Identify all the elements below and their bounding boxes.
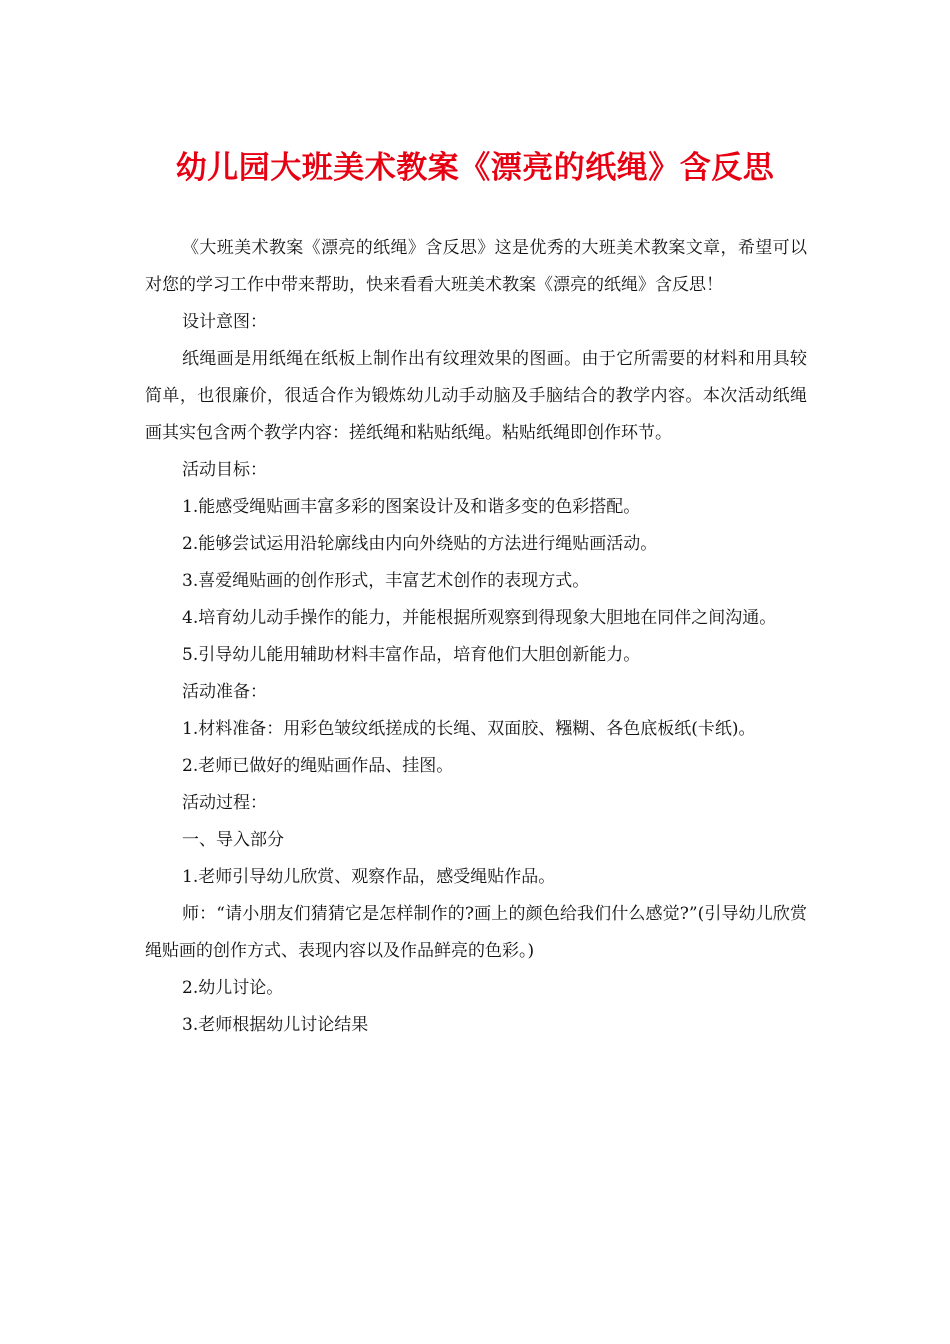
design-intent-paragraph: 纸绳画是用纸绳在纸板上制作出有纹理效果的图画。由于它所需要的材料和用具较简单，也很廉价，很适合作为锻炼幼儿动手动脑及手脑结合的教学内容。本次活动纸绳画其实包含两个教学内容：搓纸绳和粘贴纸绳。粘贴纸绳即创作环节。 xyxy=(145,349,807,443)
subsection-heading-intro: 一、导入部分 xyxy=(182,830,284,850)
goal-item: 3.喜爱绳贴画的创作形式，丰富艺术创作的表现方式。 xyxy=(182,571,590,591)
section-heading-design-intent: 设计意图： xyxy=(182,312,267,332)
goal-item: 5.引导幼儿能用辅助材料丰富作品，培育他们大胆创新能力。 xyxy=(182,645,641,665)
goal-item: 2.能够尝试运用沿轮廓线由内向外绕贴的方法进行绳贴画活动。 xyxy=(182,534,658,554)
preparation-item: 2.老师已做好的绳贴画作品、挂图。 xyxy=(182,756,454,776)
section-heading-process: 活动过程： xyxy=(182,793,267,813)
section-heading-preparation: 活动准备： xyxy=(182,682,267,702)
process-item: 1.老师引导幼儿欣赏、观察作品，感受绳贴作品。 xyxy=(182,867,556,887)
document-body xyxy=(145,230,807,1044)
process-item: 3.老师根据幼儿讨论结果 xyxy=(182,1015,369,1035)
teacher-quote-paragraph: 师：“请小朋友们猜猜它是怎样制作的?画上的颜色给我们什么感觉?”(引导幼儿欣赏绳贴画的创作方式、表现内容以及作品鲜亮的色彩。) xyxy=(145,904,807,961)
goal-item: 1.能感受绳贴画丰富多彩的图案设计及和谐多变的色彩搭配。 xyxy=(182,497,641,517)
section-heading-activity-goals: 活动目标： xyxy=(182,460,267,480)
process-item: 2.幼儿讨论。 xyxy=(182,978,284,998)
intro-paragraph: 《大班美术教案《漂亮的纸绳》含反思》这是优秀的大班美术教案文章，希望可以对您的学习工作中带来帮助，快来看看大班美术教案《漂亮的纸绳》含反思！ xyxy=(145,238,807,295)
document-title: 幼儿园大班美术教案《漂亮的纸绳》含反思 xyxy=(175,150,775,186)
goal-item: 4.培育幼儿动手操作的能力，并能根据所观察到得现象大胆地在同伴之间沟通。 xyxy=(182,608,777,628)
preparation-item: 1.材料准备：用彩色皱纹纸搓成的长绳、双面胶、糨糊、各色底板纸(卡纸)。 xyxy=(182,719,756,739)
